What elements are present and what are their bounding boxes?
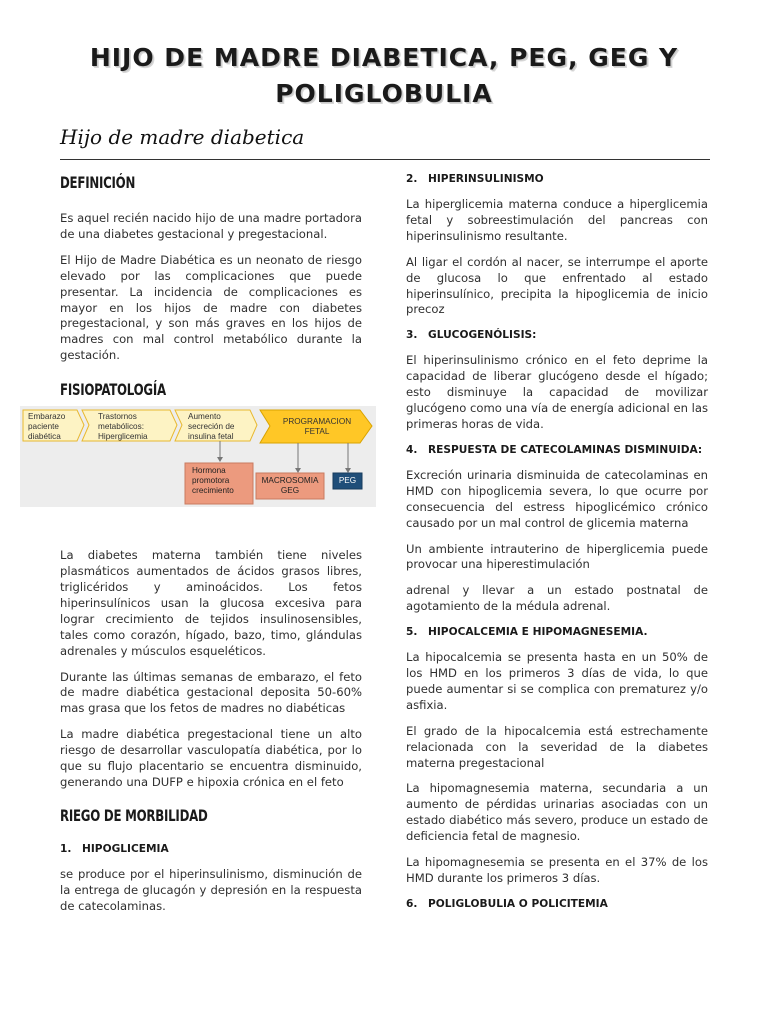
item-4-paragraph-1: Excreción urinaria disminuida de catecolaminas en HMD con hipoglicemia severa, lo que ocurre por consecuencia del estress hipoglicémico crónico causado por un mal control de glicemia materna bbox=[406, 467, 708, 530]
fisio-paragraph-1: La diabetes materna también tiene niveles plasmáticos aumentados de ácidos grasos libres, triglicéridos y aminoácidos. Los fetos hiperinsulínicos usan la glucosa excesiva para lograr crecimiento de tejidos insulinosensibles, tales como corazón, hígado, bazo, timo, glándulas adrenales y músculos esqueléticos. bbox=[60, 548, 362, 658]
diagram-step-3: Aumento secreción de insulina fetal bbox=[188, 412, 235, 442]
item-4-title: RESPUESTA DE CATECOLAMINAS DISMINUIDA: bbox=[428, 443, 703, 456]
diagram-step-1: Embarazo paciente diabética bbox=[28, 412, 66, 442]
fisiopatologia-diagram bbox=[20, 406, 376, 507]
item-2-heading bbox=[406, 173, 708, 185]
riesgo-heading: RIEGO DE MORBILIDAD bbox=[60, 805, 208, 825]
item-5-number: 5. bbox=[406, 626, 418, 639]
item-5-heading bbox=[406, 626, 708, 638]
item-6-heading bbox=[406, 898, 708, 910]
item-5-paragraph-4: La hipomagnesemia se presenta en el 37% de los HMD durante los primeros 3 días. bbox=[406, 855, 708, 885]
item-5-paragraph-3: La hipomagnesemia materna, secundaria a un aumento de pérdidas urinarias asociadas con un estado diabético más severo, produce un estado de deficiencia fetal de magnesio. bbox=[406, 781, 708, 844]
item-3-number: 3. bbox=[406, 329, 418, 342]
item-1-paragraph: se produce por el hiperinsulinismo, disminución de la entrega de glucagón y depresión en la respuesta de catecolaminas. bbox=[60, 866, 362, 913]
definicion-paragraph-2: El Hijo de Madre Diabética es un neonato de riesgo elevado por las complicaciones que puede presentar. La incidencia de complicaciones es mayor en los hijos de madre con diabetes pregestacional, y son más graves en los hijos de madres con mal control metabólico durante la gestación. bbox=[60, 252, 362, 363]
document-title-line-1: HIJO DE MADRE DIABETICA, PEG, GEG Y bbox=[89, 43, 679, 72]
item-5-paragraph-2: El grado de la hipocalcemia está estrechamente relacionada con la severidad de la diabetes materna pregestacional bbox=[406, 723, 708, 770]
item-2-title: HIPERINSULINISMO bbox=[428, 173, 544, 185]
item-6-title: POLIGLOBULIA O POLICITEMIA bbox=[428, 897, 608, 910]
left-column bbox=[28, 170, 362, 915]
item-3-title: GLUCOGENÓLISIS: bbox=[428, 329, 537, 342]
item-3-paragraph: El hiperinsulinismo crónico en el feto deprime la capacidad de liberar glucógeno desde el hígado; esto disminuye la capacidad de movilizar glucógeno como una vía de energía adicional en las primeras horas de vida. bbox=[406, 353, 708, 431]
diagram-macrosomia: MACROSOMIA GEG bbox=[261, 476, 319, 496]
item-6-number: 6. bbox=[406, 897, 418, 910]
item-2-number: 2. bbox=[406, 173, 418, 185]
item-4-heading bbox=[406, 444, 708, 456]
diagram-step-2: Trastornos metabólicos: Hiperglicemia bbox=[98, 412, 148, 442]
right-column bbox=[406, 170, 708, 910]
definicion-paragraph-1: Es aquel recién nacido hijo de una madre portadora de una diabetes gestacional y pregestacional. bbox=[60, 211, 362, 241]
diagram-step-4: PROGRAMACION FETAL bbox=[282, 417, 352, 437]
diagram-peg: PEG bbox=[338, 476, 357, 486]
fisio-paragraph-3: La madre diabética pregestacional tiene un alto riesgo de desarrollar vasculopatía diabética, por lo que su flujo placentario se encuentra disminuido, generando una DUFP e hipoxia crónica en el feto bbox=[60, 727, 362, 789]
item-4-paragraph-2: Un ambiente intrauterino de hiperglicemia puede provocar una hiperestimulación bbox=[406, 541, 708, 572]
item-5-paragraph-1: La hipocalcemia se presenta hasta en un 50% de los HMD en los primeros 3 días de vida, lo que puede aumentar si se complica con prematurez y/o asfixia. bbox=[406, 650, 708, 712]
item-1-heading bbox=[60, 843, 362, 855]
document-title bbox=[0, 40, 768, 112]
item-2-paragraph-2: Al ligar el cordón al nacer, se interrumpe el aporte de glucosa lo que enfrentado al estado hiperinsulínico, precipita la hipoglicemia de inicio precoz bbox=[406, 254, 708, 317]
header-divider bbox=[60, 159, 710, 160]
diagram-hormona: Hormona promotora crecimiento bbox=[192, 466, 234, 496]
section-subtitle: Hijo de madre diabetica bbox=[60, 125, 305, 149]
item-3-heading bbox=[406, 329, 708, 341]
item-2-paragraph-1: La hiperglicemia materna conduce a hiperglicemia fetal y sobreestimulación del pancreas con hiperinsulinismo resultante. bbox=[406, 197, 708, 243]
document-title-line-2: POLIGLOBULIA bbox=[275, 79, 493, 108]
definicion-heading: DEFINICIÓN bbox=[60, 173, 136, 192]
fisiopatologia-heading: FISIOPATOLOGÍA bbox=[60, 380, 166, 400]
item-1-title: HIPOGLICEMIA bbox=[82, 842, 169, 855]
item-4-paragraph-3: adrenal y llevar a un estado postnatal de agotamiento de la médula adrenal. bbox=[406, 583, 708, 614]
fisio-paragraph-2: Durante las últimas semanas de embarazo, el feto de madre diabética gestacional deposita 50-60% mas grasa que los fetos de madres no diabéticas bbox=[60, 669, 362, 716]
item-4-number: 4. bbox=[406, 443, 418, 456]
item-1-number: 1. bbox=[60, 842, 72, 855]
item-5-title: HIPOCALCEMIA E HIPOMAGNESEMIA. bbox=[428, 626, 648, 639]
